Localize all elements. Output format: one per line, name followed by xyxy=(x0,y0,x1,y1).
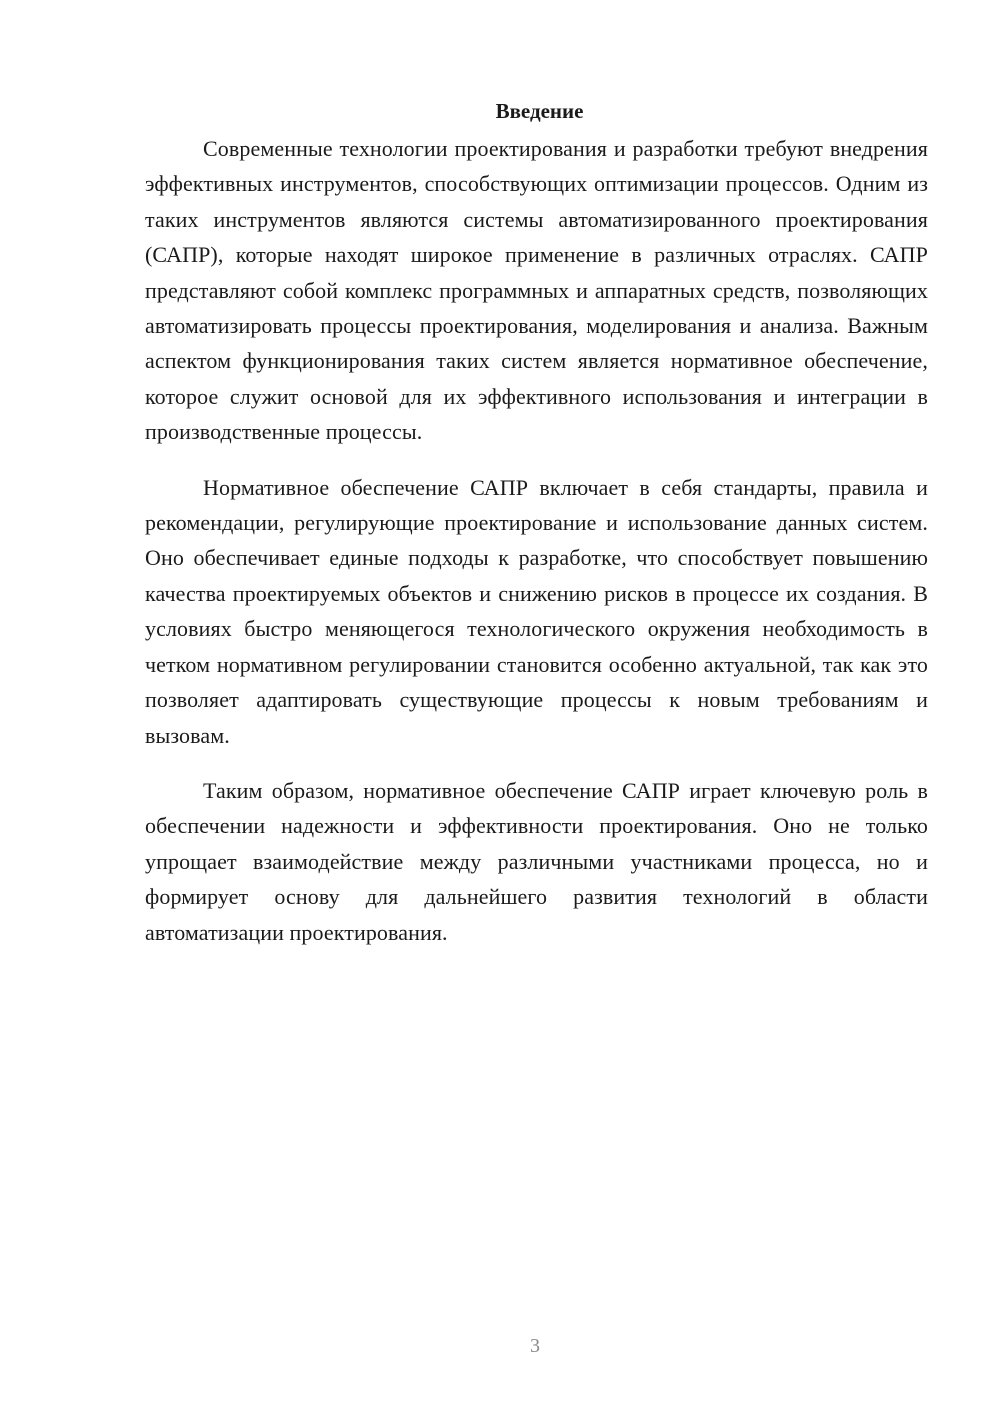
paragraph-conclusion: Таким образом, нормативное обеспечение САПР играет ключевую роль в обеспечении надежности и эффективности проектирования. Оно не только упрощает взаимодействие между различными участниками процесса, но и формирует основу для дальнейшего развития технологий в области автоматизации проектирования. xyxy=(145,777,928,945)
page-number: 3 xyxy=(530,1335,540,1357)
section-title: Введение xyxy=(495,99,584,123)
paragraph-normative: Нормативное обеспечение САПР включает в себя стандарты, правила и рекомендации, регулирующие проектирование и использование данных систем. Оно обеспечивает единые подходы к разработке, что способствует повышению качества проектируемых объектов и снижению рисков в процессе их создания. В условиях быстро меняющегося технологического окружения необходимость в четком нормативном регулировании становится особенно актуальной, так как это позволяет адаптировать существующие процессы к новым требованиям и вызовам. xyxy=(145,474,928,748)
paragraph-intro: Современные технологии проектирования и разработки требуют внедрения эффективных инструментов, способствующих оптимизации процессов. Одним из таких инструментов являются системы автоматизированного проектирования (САПР), которые находят широкое применение в различных отраслях. САПР представляют собой комплекс программных и аппаратных средств, позволяющих автоматизировать процессы проектирования, моделирования и анализа. Важным аспектом функционирования таких систем является нормативное обеспечение, которое служит основой для их эффективного использования и интеграции в производственные процессы. xyxy=(145,136,928,445)
document-page xyxy=(145,95,928,970)
